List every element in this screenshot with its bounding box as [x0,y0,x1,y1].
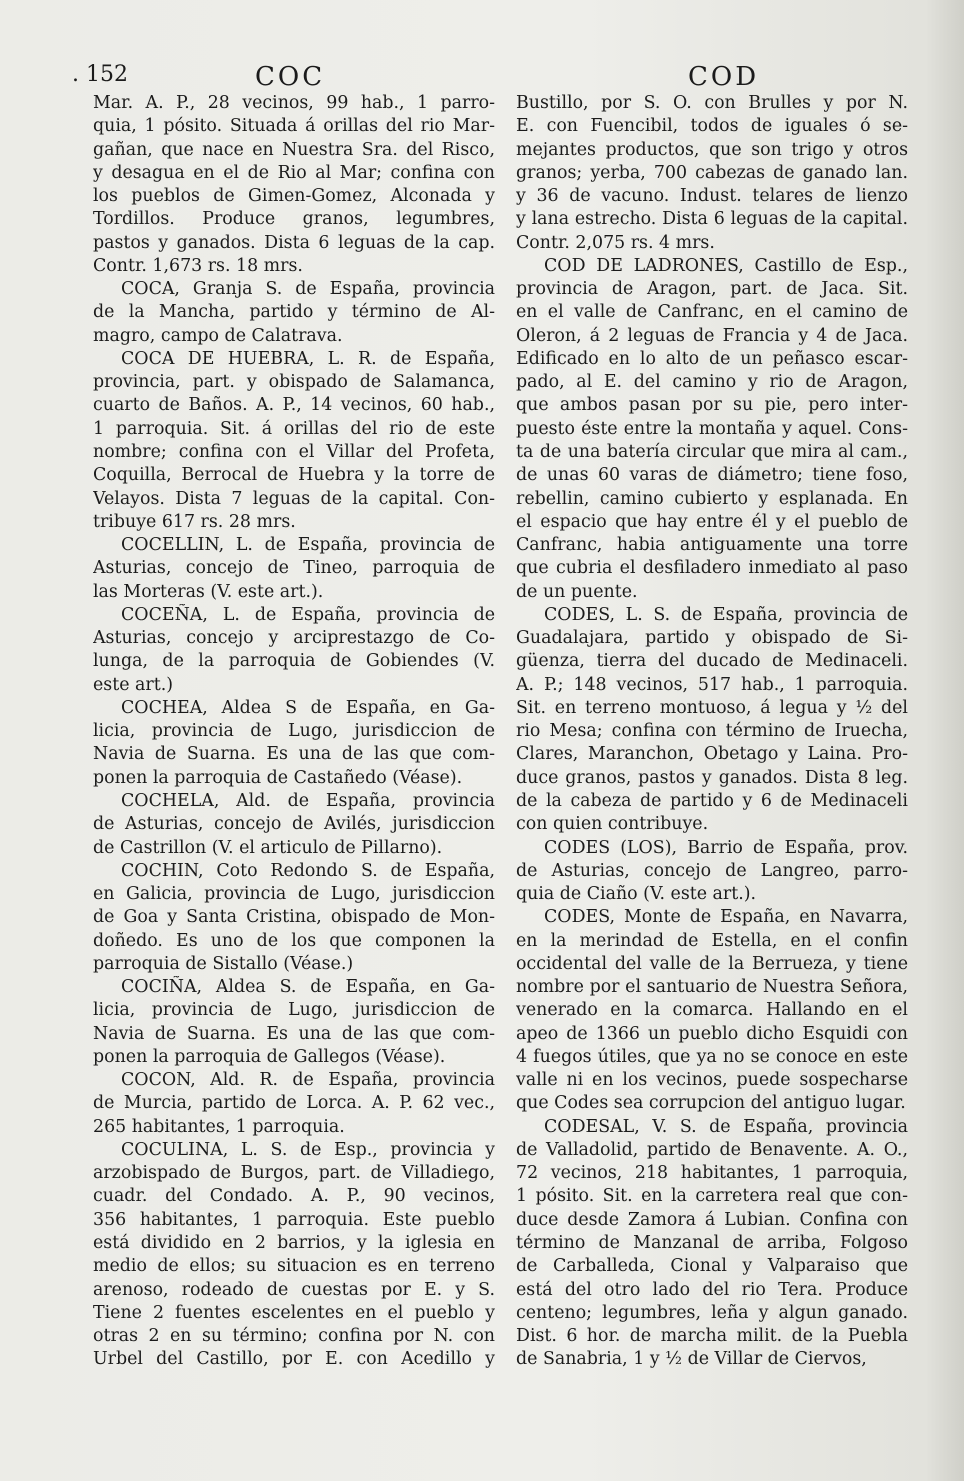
text-line: de Valladolid, partido de Benavente. A. O., [516,1139,908,1160]
text-line: con quien contribuye. [516,814,709,835]
text-line: está dividido en 2 barrios, y la iglesia en [93,1233,495,1254]
text-line: rebellin, camino cubierto y esplanada. En [516,488,908,509]
text-line: COCIÑA, Aldea S. de España, en Ga- [121,977,495,998]
text-line: COCULINA, L. S. de Esp., provincia y [121,1139,495,1160]
text-line: Bustillo, por S. O. con Brulles y por N. [516,93,908,113]
text-line: güenza, tierra del ducado de Medinaceli. [516,651,908,672]
text-line: arenoso, rodeado de cuestas por E. y S. [93,1279,495,1300]
text-line: provincia, part. y obispado de Salamanca, [93,372,495,393]
text-line: quia de Ciaño (V. este art.). [516,884,757,905]
text-line: Navia de Suarna. Es una de las que com- [93,744,495,765]
text-line: el espacio que hay entre él y el pueblo de [516,511,908,532]
text-line: 1 parroquia. Sit. á orillas del rio de este [93,418,495,439]
text-line: de Castrillon (V. el articulo de Pillarno). [93,837,443,858]
text-line: duce granos, pastos y ganados. Dista 8 leg. [516,767,908,788]
text-line: Tordillos. Produce granos, legumbres, [93,209,495,230]
text-line: de Asturias, concejo de Avilés, jurisdiccion [93,814,495,835]
text-line: magro, campo de Calatrava. [93,325,343,346]
text-line: gañan, que nace en Nuestra Sra. del Risco, [93,139,495,160]
text-line: de la cabeza de partido y 6 de Medinaceli [516,790,908,811]
text-line: occidental del valle de la Berrueza, y tiene [516,953,908,974]
text-line: otras 2 en su término; confina por N. con [93,1326,495,1347]
text-line: CODESAL, V. S. de España, provincia [544,1116,908,1137]
text-line: Canfranc, habia antiguamente una torre [516,535,908,556]
text-line: mejantes productos, que son trigo y otros [516,139,908,160]
text-line: puesto éste entre la montaña y aquel. Cons- [516,418,908,439]
text-line: Mar. A. P., 28 vecinos, 99 hab., 1 parro- [93,93,495,113]
text-line: en la merindad de Estella, en el confin [516,930,908,951]
text-line: que ambos pasan por su pie, pero inter- [516,395,908,416]
text-line: COCON, Ald. R. de España, provincia [121,1070,495,1091]
text-line: arzobispado de Burgos, part. de Villadiego, [93,1163,495,1184]
text-line: A. P.; 148 vecinos, 517 hab., 1 parroquia. [516,674,908,695]
text-line: nombre por el santuario de Nuestra Señora, [516,977,908,998]
left-headword: COC [255,62,326,92]
text-line: COCELLIN, L. de España, provincia de [121,535,495,556]
text-line: Asturias, concejo y arciprestazgo de Co- [93,628,495,649]
text-line: Navia de Suarna. Es una de las que com- [93,1023,495,1044]
text-line: E. con Fuencibil, todos de iguales ó se- [516,116,908,137]
text-line: y lana estrecho. Dista 6 leguas de la capital. [516,209,908,230]
text-line: CODES (LOS), Barrio de España, prov. [544,837,908,858]
text-line: término de Manzanal de arriba, Folgoso [516,1233,908,1254]
text-line: 72 vecinos, 218 habitantes, 1 parroquia, [516,1163,908,1184]
page-number: . 152 [72,62,128,87]
text-line: COCA, Granja S. de España, provincia [121,279,495,300]
text-line: quia, 1 pósito. Situada á orillas del rio Mar- [93,116,495,137]
text-line: valle ni en los vecinos, puede sospecharse [516,1070,908,1091]
text-line: de la Mancha, partido y término de Al- [93,302,495,323]
text-line: ponen la parroquia de Castañedo (Véase). [93,767,463,788]
text-line: cuarto de Baños. A. P., 14 vecinos, 60 hab., [93,395,495,416]
text-line: está del otro lado del rio Tera. Produce [516,1279,908,1300]
text-line: Contr. 1,673 rs. 18 mrs. [93,255,303,276]
text-line: COCHIN, Coto Redondo S. de España, [121,860,495,881]
text-line: CODES, Monte de España, en Navarra, [544,907,908,928]
text-line: licia, provincia de Lugo, jurisdiccion de [93,721,495,742]
text-line: ta de una batería circular que mira al cam., [516,441,908,462]
text-line: 356 habitantes, 1 parroquia. Este pueblo [93,1209,495,1230]
text-line: Clares, Maranchon, Obetago y Laina. Pro- [516,744,908,765]
text-line: nombre; confina con el Villar del Profeta, [93,441,495,462]
text-line: medio de ellos; su situacion es en terreno [93,1256,495,1277]
text-line: 4 fuegos útiles, que ya no se conoce en este [516,1046,908,1067]
text-line: Tiene 2 fuentes escelentes en el pueblo y [93,1302,495,1323]
text-line: y 36 de vacuno. Indust. telares de lienzo [516,186,908,207]
left-column [93,92,495,1372]
text-line: los pueblos de Gimen-Gomez, Alconada y [93,186,495,207]
text-line: de Murcia, partido de Lorca. A. P. 62 vec., [93,1093,495,1114]
text-line: rio Mesa; confina con término de Iruecha, [516,721,908,742]
text-line: Asturias, concejo de Tineo, parroquia de [93,558,495,579]
text-line: COCHEA, Aldea S de España, en Ga- [121,697,495,718]
text-line: Urbel del Castillo, por E. con Acedillo y [93,1349,495,1370]
text-line: venerado en la comarca. Hallando en el [516,1000,908,1021]
text-line: en Galicia, provincia de Lugo, jurisdiccion [93,884,495,905]
text-line: las Morteras (V. este art.). [93,581,324,602]
right-headword: COD [688,62,760,92]
text-line: CODES, L. S. de España, provincia de [544,604,908,625]
text-line: Contr. 2,075 rs. 4 mrs. [516,232,715,253]
text-line: Sit. en terreno montuoso, á legua y ½ del [516,697,908,718]
text-line: apeo de 1366 un pueblo dicho Esquidi con [516,1023,908,1044]
text-line: y desagua en el de Rio al Mar; confina con [93,162,495,183]
text-line: licia, provincia de Lugo, jurisdiccion de [93,1000,495,1021]
text-line: pastos y ganados. Dista 6 leguas de la cap. [93,232,495,253]
text-line: de Sanabria, 1 y ½ de Villar de Ciervos, [516,1349,867,1370]
text-line: COCHELA, Ald. de España, provincia [121,790,495,811]
text-line: parroquia de Sistallo (Véase.) [93,953,354,974]
text-line: lunga, de la parroquia de Gobiendes (V. [93,651,495,672]
text-line: en el valle de Canfranc, en el camino de [516,302,908,323]
text-line: provincia de Aragon, part. de Jaca. Sit. [516,279,908,300]
text-line: de unas 60 varas de diámetro; tiene foso, [516,465,908,486]
text-line: de Carballeda, Cional y Valparaiso que [516,1256,908,1277]
text-line: centeno; legumbres, leña y algun ganado. [516,1302,908,1323]
text-line: que Codes sea corrupcion del antiguo lugar. [516,1093,906,1114]
text-line: COCEÑA, L. de España, provincia de [121,604,495,625]
text-line: de Goa y Santa Cristina, obispado de Mon- [93,907,495,928]
text-line: Velayos. Dista 7 leguas de la capital. Con- [93,488,495,509]
text-line: COD DE LADRONES, Castillo de Esp., [544,255,908,276]
text-line: pado, al E. del camino y rio de Aragon, [516,372,908,393]
text-line: Dist. 6 hor. de marcha milit. de la Puebla [516,1326,908,1347]
text-line: 265 habitantes, 1 parroquia. [93,1116,345,1137]
text-line: Guadalajara, partido y obispado de Si- [516,628,908,649]
text-line: tribuye 617 rs. 28 mrs. [93,511,296,532]
text-line: Oleron, á 2 leguas de Francia y 4 de Jaca. [516,325,908,346]
text-line: de un puente. [516,581,638,602]
text-line: 1 pósito. Sit. en la carretera real que con- [516,1186,908,1207]
text-line: este art.) [93,674,174,695]
text-line: COCA DE HUEBRA, L. R. de España, [121,348,495,369]
right-column [516,92,908,1372]
text-line: cuadr. del Condado. A. P., 90 vecinos, [93,1186,495,1207]
text-line: granos; yerba, 700 cabezas de ganado lan. [516,162,908,183]
text-line: Edificado en lo alto de un peñasco escar- [516,348,908,369]
text-line: que cubria el desfiladero inmediato al paso [516,558,908,579]
text-line: Coquilla, Berrocal de Huebra y la torre de [93,465,495,486]
text-line: doñedo. Es uno de los que componen la [93,930,495,951]
text-line: ponen la parroquia de Gallegos (Véase). [93,1046,446,1067]
text-line: duce desde Zamora á Lubian. Confina con [516,1209,908,1230]
text-line: de Asturias, concejo de Langreo, parro- [516,860,908,881]
